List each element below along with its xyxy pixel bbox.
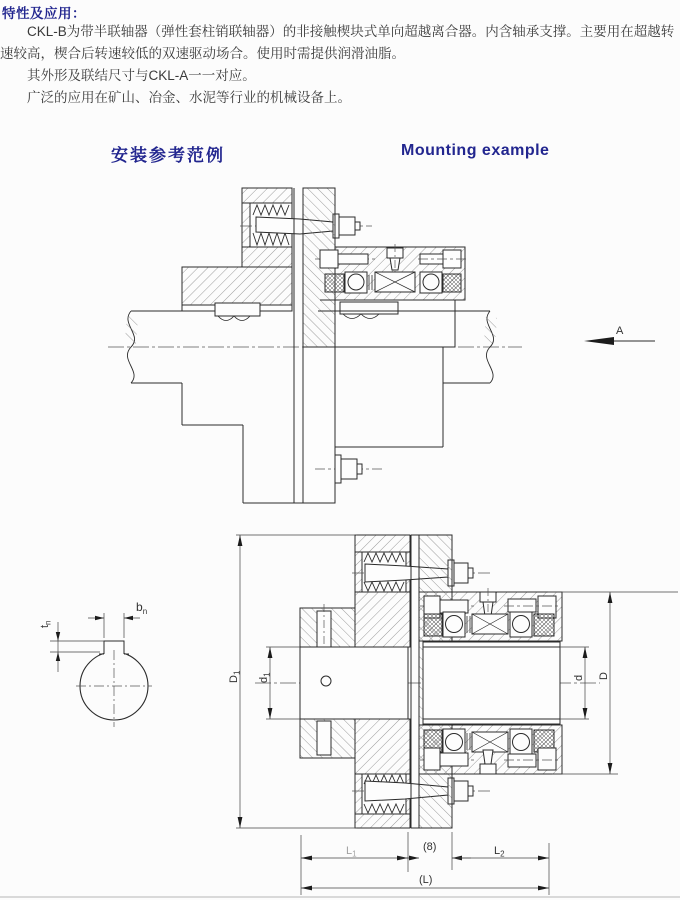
right-hub <box>335 300 455 447</box>
page-heading: 特性及应用： <box>2 6 86 21</box>
dim-tn <box>50 622 104 672</box>
coupling-gap <box>294 188 303 503</box>
left-half-coupling <box>182 188 292 321</box>
section-title-en: Mounting example <box>401 142 550 159</box>
view-arrow-A <box>584 337 655 345</box>
dim-bn <box>88 613 140 638</box>
view-arrow-label: A <box>616 325 624 337</box>
dim-label-L-total: (L) <box>419 874 433 886</box>
left-flange-lower-outline <box>182 383 294 503</box>
dim-label-d: d <box>573 674 585 681</box>
page-bottom-rule <box>0 896 680 898</box>
mounting-example-drawing <box>0 168 680 530</box>
bearing-row-top <box>424 612 554 637</box>
clutch-housing <box>315 244 468 300</box>
dim-label-d1: $d_1$ <box>258 672 272 683</box>
dim-label-D: D <box>598 672 610 680</box>
bearing-row <box>325 272 461 293</box>
paragraph: CKL-B为带半联轴器（弹性套柱销联轴器）的非接触楔块式单向超越离合器。内含轴承支撑。主要用在超越转速较高，楔合后转速较低的双速驱动场合。使用时需提供润滑油脂。 <box>0 24 675 61</box>
right-hub <box>423 642 560 724</box>
clutch-housing-bottom <box>419 725 562 774</box>
dim-label-L2: $L_2$ <box>494 845 505 859</box>
dimensioned-section-drawing <box>0 530 680 900</box>
paragraph: 其外形及联结尺寸与CKL-A一一对应。 <box>27 68 256 83</box>
intro-paragraphs <box>0 21 680 109</box>
dim-label-L1: $L_1$ <box>346 845 357 859</box>
paragraph: 广泛的应用在矿山、冶金、水泥等行业的机械设备上。 <box>27 90 351 105</box>
left-hub <box>300 647 408 719</box>
dim-label-gap: (8) <box>423 841 437 853</box>
dim-label-D1: $D_1$ <box>228 670 242 683</box>
section-title-row <box>0 141 680 165</box>
clutch-housing-top <box>419 588 562 641</box>
dim-label-tn: $t_n$ <box>39 620 53 628</box>
dim-label-bn: $b_n$ <box>136 600 148 616</box>
section-title-zh: 安装参考范例 <box>111 146 225 165</box>
shaft-cross-section <box>50 613 152 727</box>
